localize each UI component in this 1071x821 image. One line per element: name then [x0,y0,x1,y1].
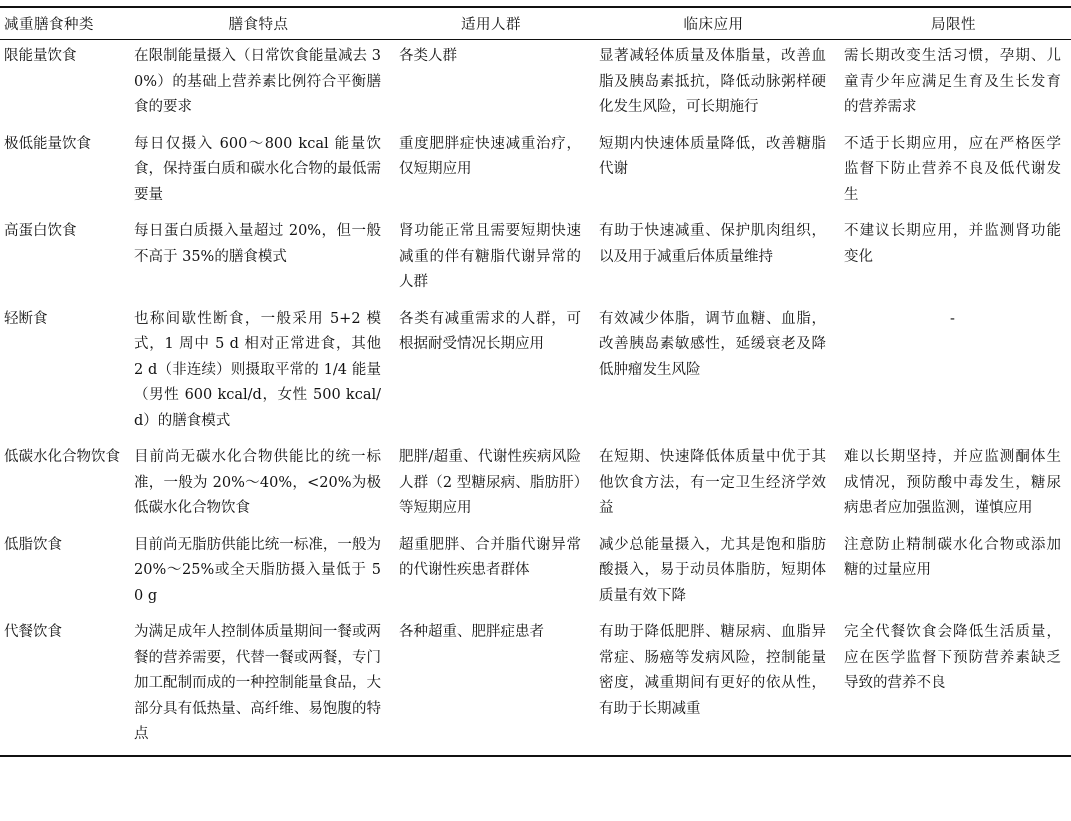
population-cell: 各类有减重需求的人群，可根据耐受情况长期应用 [399,310,581,352]
diet-type-cell: 低碳水化合物饮食 [4,449,120,465]
limitation-cell: 不建议长期应用，并监测肾功能变化 [844,223,1061,265]
limitation-cell: 难以长期坚持，并应监测酮体生成情况，预防酸中毒发生，糖尿病患者应加强监测，谨慎应用 [844,449,1061,516]
header-diet-type: 减重膳食种类 [0,7,126,40]
features-cell: 为满足成年人控制体质量期间一餐或两餐的营养需要，代替一餐或两餐，专门加工配制而成的一种控制能量食品，大部分具有低热量、高纤维、易饱腹的特点 [134,624,381,742]
population-cell: 重度肥胖症快速减重治疗，仅短期应用 [399,135,581,177]
features-cell: 目前尚无脂肪供能比统一标准，一般为 20%～25%或全天脂肪摄入量低于 50 g [134,536,381,604]
population-cell: 各种超重、肥胖症患者 [399,624,544,640]
population-cell: 各类人群 [399,48,457,64]
header-limitation: 局限性 [836,7,1071,40]
clinical-cell: 有助于快速减重、保护肌肉组织，以及用于减重后体质量维持 [599,223,826,265]
header-features: 膳食特点 [126,7,391,40]
features-cell: 目前尚无碳水化合物供能比的统一标准，一般为 20%～40%，<20%为极低碳水化合物饮食 [134,449,381,516]
table-header [0,7,1071,40]
population-cell: 超重肥胖、合并脂代谢异常的代谢性疾患者群体 [399,536,581,578]
limitation-cell: 不适于长期应用，应在严格医学监督下防止营养不良及低代谢发生 [844,135,1061,203]
limitation-cell: 需长期改变生活习惯，孕期、儿童青少年应满足生育及生长发育的营养需求 [844,48,1061,115]
features-cell: 也称间歇性断食，一般采用 5+2 模式，1 周中 5 d 相对正常进食，其他 2 d（非连续）则摄取平常的 1/4 能量（男性 600 kcal/d，女性 500 kcal/d）的膳食模式 [134,310,381,429]
diet-type-cell: 限能量饮食 [4,48,77,64]
table-row [0,616,1071,756]
clinical-cell: 减少总能量摄入，尤其是饱和脂肪酸摄入，易于动员体脂肪，短期体质量有效下降 [599,536,826,604]
limitation-cell: - [950,310,955,327]
features-cell: 每日仅摄入 600～800 kcal 能量饮食，保持蛋白质和碳水化合物的最低需要量 [134,135,381,203]
table-row [0,215,1071,303]
header-clinical: 临床应用 [591,7,836,40]
header-row [0,7,1071,40]
clinical-cell: 在短期、快速降低体质量中优于其他饮食方法，有一定卫生经济学效益 [599,449,826,516]
table-row [0,128,1071,216]
limitation-cell: 注意防止精制碳水化合物或添加糖的过量应用 [844,536,1061,578]
clinical-cell: 显著减轻体质量及体脂量，改善血脂及胰岛素抵抗，降低动脉粥样硬化发生风险，可长期施行 [599,48,826,115]
header-population: 适用人群 [391,7,591,40]
features-cell: 每日蛋白质摄入量超过 20%，但一般不高于 35%的膳食模式 [134,223,381,265]
clinical-cell: 有效减少体脂，调节血糖、血脂，改善胰岛素敏感性，延缓衰老及降低肿瘤发生风险 [599,310,826,378]
table-body [0,40,1071,756]
diet-comparison-table [0,6,1071,757]
table-row [0,441,1071,529]
clinical-cell: 短期内快速体质量降低，改善糖脂代谢 [599,135,826,177]
diet-type-cell: 高蛋白饮食 [4,223,77,239]
diet-type-cell: 极低能量饮食 [4,135,91,152]
features-cell: 在限制能量摄入（日常饮食能量减去 30%）的基础上营养素比例符合平衡膳食的要求 [134,48,381,115]
clinical-cell: 有助于降低肥胖、糖尿病、血脂异常症、肠癌等发病风险，控制能量密度，减重期间有更好的依从性，有助于长期减重 [599,624,826,717]
population-cell: 肥胖/超重、代谢性疾病风险人群（2 型糖尿病、脂肪肝）等短期应用 [399,449,581,516]
limitation-cell: 完全代餐饮食会降低生活质量，应在医学监督下预防营养素缺乏导致的营养不良 [844,624,1061,691]
population-cell: 肾功能正常且需要短期快速减重的伴有糖脂代谢异常的人群 [399,223,581,290]
diet-type-cell: 轻断食 [4,310,48,327]
table-row [0,529,1071,617]
table-row [0,303,1071,442]
diet-type-cell: 代餐饮食 [4,624,62,640]
diet-type-cell: 低脂饮食 [4,536,62,553]
table-row [0,40,1071,128]
